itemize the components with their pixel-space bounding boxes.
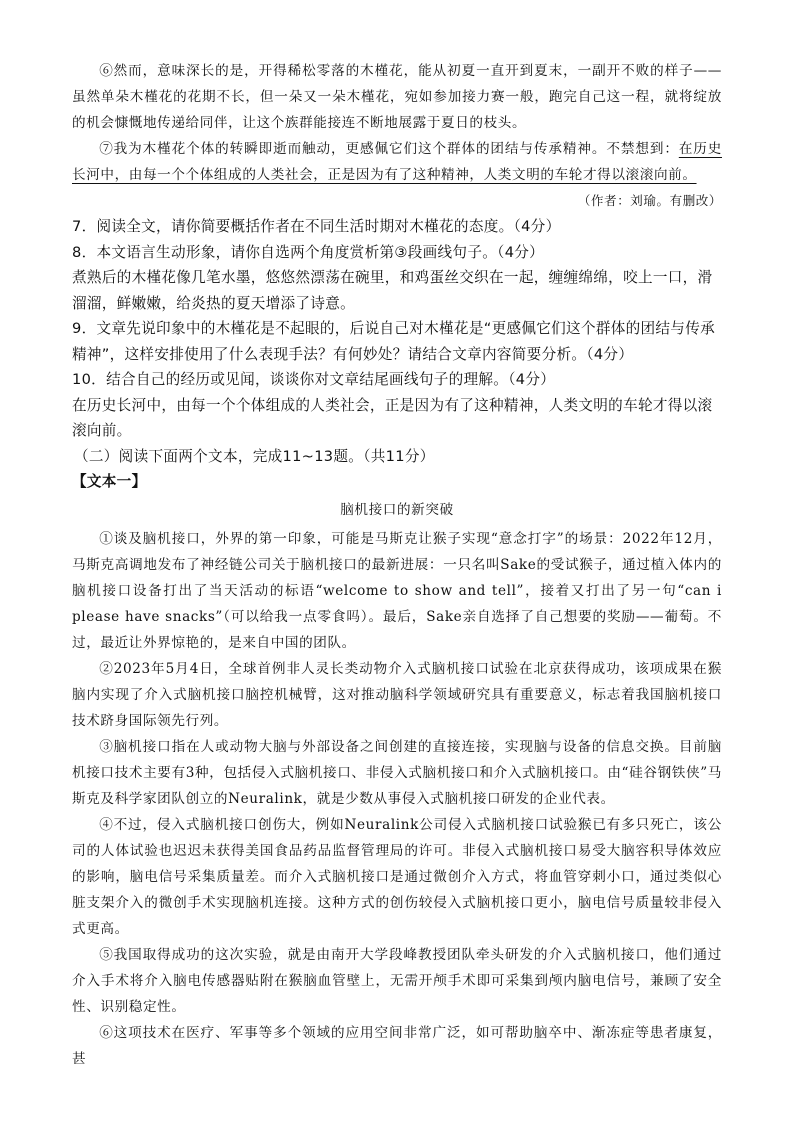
passage-paragraph-7 xyxy=(72,136,722,188)
question-10-quoted-sentence: 在历史长河中，由每一个个体组成的人类社会，正是因为有了这种精神，人类文明的车轮才得以滚滚向前。 xyxy=(72,396,713,439)
underlined-ending-sentence: 在历史长河中，由每一个个体组成的人类社会，正是因为有了这种精神，人类文明的车轮才得以滚滚向前。 xyxy=(72,141,722,183)
questions-block xyxy=(72,214,722,495)
section-two-heading: （二）阅读下面两个文本，完成11~13题。（共11分） xyxy=(74,447,435,465)
passage-paragraph-6: ⑥然而，意味深长的是，开得稀松零落的木槿花，能从初夏一直开到夏末，一副开不败的样子——虽然单朵木槿花的花期不长，但一朵又一朵木槿花，宛如参加接力赛一般，跑完自己这一程，就将绽放的机会慷慨地传递给同伴，让这个族群能接连不断地展露于夏日的枝头。 xyxy=(72,63,722,131)
question-7: 7．阅读全文，请你简要概括作者在不同生活时期对木槿花的态度。（4分） xyxy=(72,218,561,235)
question-10: 10．结合自己的经历或见闻，谈谈你对文章结尾画线句子的理解。（4分） xyxy=(72,371,556,388)
author-credit: （作者：刘瑜。有删改） xyxy=(577,193,722,208)
question-8: 8．本文语言生动形象，请你自选两个角度赏析第③段画线句子。（4分） xyxy=(72,243,545,261)
article-paragraph-1: ①谈及脑机接口，外界的第一印象，可能是马斯克让猴子实现“意念打字”的场景：2022年12月，马斯克高调地发布了神经链公司关于脑机接口的最新进展：一只名叫Sake的受试猴子，通过植入体内的脑机接口设备打出了当天活动的标语“welcome to show and tell”，接着又打出了另一句“can i please have snacks”（可以给我一点零食吗）。最后，Sake亲自选择了自己想要的奖励——葡萄。不过，最近让外界惊艳的，是来自中国的团队。 xyxy=(72,530,722,651)
article-paragraph-4: ④不过，侵入式脑机接口创伤大，例如Neuralink公司侵入式脑机接口试验猴已有多只死亡，该公司的人体试验也迟迟未获得美国食品药品监督管理局的许可。非侵入式脑机接口易受大脑容积导体效应的影响，脑电信号采集质量差。而介入式脑机接口是通过微创介入方式，将血管穿刺小口，通过类似心脏支架介入的微创手术实现脑机连接。这种方式的创伤较侵入式脑机接口更小，脑电信号质量较非侵入式更高。 xyxy=(72,816,722,937)
article-paragraph-5: ⑤我国取得成功的这次实验，就是由南开大学段峰教授团队牵头研发的介入式脑机接口，他们通过介入手术将介入脑电传感器贴附在猴脑血管壁上，无需开颅手术即可采集到颅内脑电信号，兼顾了安全性、识别稳定性。 xyxy=(72,946,722,1015)
article-paragraph-3: ③脑机接口指在人或动物大脑与外部设备之间创建的直接连接，实现脑与设备的信息交换。目前脑机接口技术主要有3种，包括侵入式脑机接口、非侵入式脑机接口和介入式脑机接口。由“硅谷钢铁侠”马斯克及科学家团队创立的Neuralink，就是少数从事侵入式脑机接口研发的企业代表。 xyxy=(72,738,722,807)
text-one-label: 【文本一】 xyxy=(72,473,147,490)
exam-page xyxy=(72,58,722,1072)
article-title: 脑机接口的新突破 xyxy=(340,501,454,518)
text-one-article xyxy=(72,497,722,1072)
paragraph-7-lead: ⑦我为木槿花个体的转瞬即逝而触动，更感佩它们这个群体的团结与传承精神。不禁想到： xyxy=(99,141,679,157)
article-paragraph-2: ②2023年5月4日，全球首例非人灵长类动物介入式脑机接口试验在北京获得成功，该项成果在猴脑内实现了介入式脑机接口脑控机械臂，这对推动脑科学领域研究具有重要意义，标志着我国脑机接口技术跻身国际领先行列。 xyxy=(72,660,722,729)
question-9: 9．文章先说印象中的木槿花是不起眼的，后说自己对木槿花是“更感佩它们这个群体的团结与传承精神”，这样安排使用了什么表现手法？有何妙处？请结合文章内容简要分析。（4分） xyxy=(72,320,715,363)
article-paragraph-6: ⑥这项技术在医疗、军事等多个领域的应用空间非常广泛，如可帮助脑卒中、渐冻症等患者康复，甚 xyxy=(72,1024,722,1067)
passage-one xyxy=(72,58,722,214)
question-8-quoted-sentence: 煮熟后的木槿花像几笔水墨，悠悠然漂荡在碗里，和鸡蛋丝交织在一起，缠缠绵绵，咬上一口，滑溜溜，鲜嫩嫩，给炎热的夏天增添了诗意。 xyxy=(72,269,713,312)
